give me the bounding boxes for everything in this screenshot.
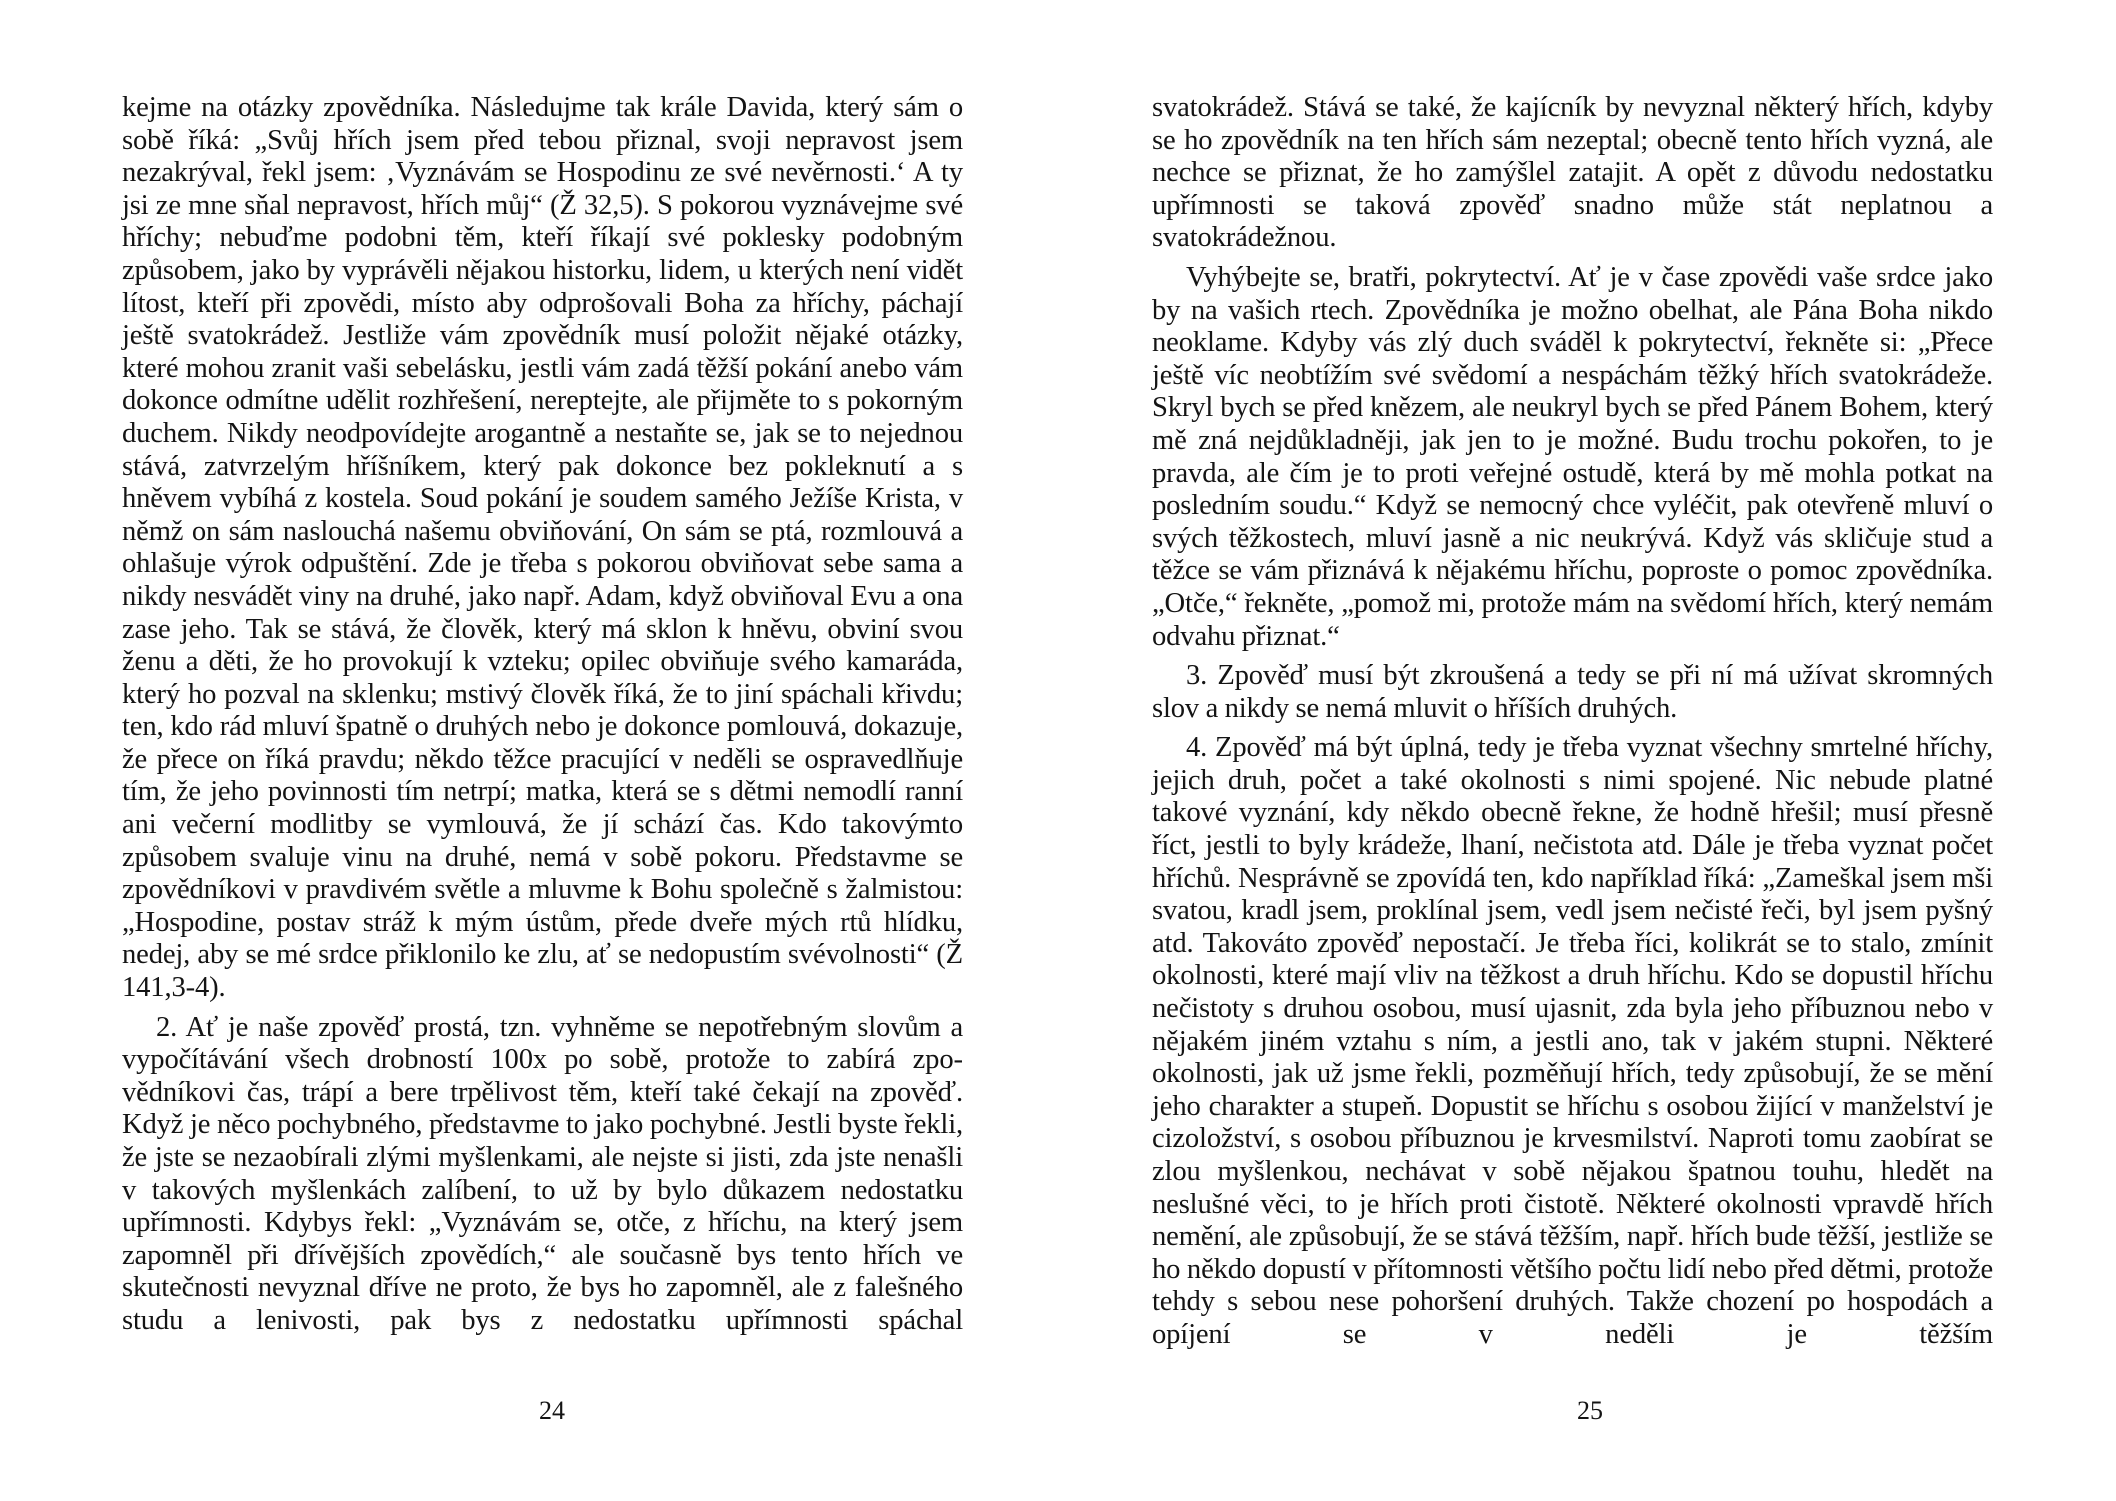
right-page <box>1058 0 2116 1501</box>
paragraph: svatokrádež. Stává se také, že kajícník by nevyznal některý hřích, kdyby se ho zpovědník na ten hřích sám nezeptal; obecně tento hřích vyzná, ale nechce se přiznat, že ho zamýšlel zatajit. A opět z důvodu nedostatku upřímnosti se taková zpověď snadno může stát neplatnou a svatokrádežnou. <box>1152 92 1993 254</box>
paragraph: kejme na otázky zpovědníka. Následujme tak krále Davida, který sám o sobě říká: „Svůj hřích jsem před tebou přiznal, svoji nepravost jsem nezakrýval, řekl jsem: ‚Vyznávám se Hospodinu ze své nevěrnosti.‘ A ty jsi ze mne sňal nepravost, hřích můj“ (Ž 32,5). S pokorou vyznávejme své hříchy; nebuďme podobni těm, kteří říkají své poklesky podobným způsobem, jako by vyprávěli nějakou historku, lidem, u kterých není vidět lítost, kteří při zpovědi, místo aby odprošovali Boha za hříchy, páchají ještě svatokrádež. Jestliže vám zpovědník musí položit nějaké otázky, které mohou zranit vaši sebelásku, jestli vám zadá těžší pokání anebo vám dokonce odmítne udělit rozhřešení, nereptejte, ale přijměte to s pokorným duchem. Nikdy neodpovídejte arogantně a nestaňte se, jak se to nejednou stává, zatvrzelým hříšníkem, který pak dokonce bez pokleknutí a s hněvem vybíhá z kostela. Soud pokání je soudem samého Ježíše Krista, v němž on sám naslouchá našemu obviňování, On sám se ptá, rozmlouvá a ohlašuje výrok odpuštění. Zde je třeba s pokorou obviňovat sebe sama a nikdy nesvádět viny na druhé, jako např. Adam, když obviňoval Evu a ona zase jeho. Tak se stává, že člověk, který má sklon k hněvu, obviní svou ženu a děti, že ho provokují k vzteku; opilec obviňuje svého kamaráda, který ho pozval na sklenku; mstivý člověk říká, že to jiní spáchali křivdu; ten, kdo rád mluví špatně o druhých nebo je dokonce pomlouvá, dokazuje, že přece on říká pravdu; někdo těžce pracující v neděli se ospravedlňuje tím, že jeho povinnosti tím netrpí; matka, která se s dětmi nemodlí ranní ani večerní modlitby se vymlouvá, že jí schází čas. Kdo takovýmto způsobem svaluje vinu na druhé, nemá v sobě pokoru. Představme se zpovědníkovi v pravdivém světle a mluvme k Bohu společně s žalmistou: „Hospodine, postav stráž k mým ústům, přede dveře mých rtů hlídku, nedej, aby se mé srdce přiklonilo ke zlu, ať se nedopustím svévolnosti“ (Ž 141,3-4). <box>122 92 963 1004</box>
paragraph: 4. Zpověď má být úplná, tedy je třeba vyznat všechny smrtelné hříchy, jejich druh, počet a také okolnosti s nimi spojené. Nic nebude platné takové vyznání, kdy někdo obecně řekne, že hodně hřešil; musí přesně říct, jestli to byly krádeže, lhaní, nečistota atd. Dále je třeba vyznat počet hříchů. Nesprávně se zpovídá ten, kdo například říká: „Zameškal jsem mši svatou, kradl jsem, proklínal jsem, vedl jsem nečisté řeči, byl jsem pyšný atd. Takováto zpověď nepostačí. Je třeba říci, kolikrát se to stalo, zmínit okolnosti, které mají vliv na těžkost a druh hříchu. Kdo se dopustil hříchu nečistoty s druhou osobou, musí ujasnit, zda byla jeho příbuznou nebo v nějakém jiném vztahu s ním, a jestli ano, tak v jakém stupni. Některé okolnosti, jak už jsme řekli, pozměňují hřích, tedy způsobují, že se mění jeho charakter a stupeň. Dopustit se hříchu s osobou žijící v manželství je cizoložství, s osobou příbuznou je krvesmilství. Naproti tomu zaobírat se zlou myšlenkou, nechávat v sobě nějakou špatnou touhu, hledět na neslušné věci, to je hřích proti čistotě. Některé okolnosti vpravdě hřích nemění, ale způsobují, že se stává těžším, např. hřích bude těžší, jestliže se ho někdo dopustí v přítomnosti většího počtu lidí nebo před dětmi, protože tehdy s sebou nese pohoršení druhých. Takže chození po hospodách a opíjení se v neděli je těžším <box>1152 732 1993 1350</box>
paragraph: Vyhýbejte se, bratři, pokrytectví. Ať je v čase zpovědi vaše srdce jako by na vašich rtech. Zpovědníka je možno obelhat, ale Pána Boha nikdo neoklame. Kdyby vás zlý duch sváděl k pokrytectví, řekněte si: „Přece ještě víc neobtížím své svědomí a nespáchám těžký hřích svatokrádeže. Skryl bych se před knězem, ale neukryl bych se před Pánem Bohem, který mě zná nejdůkladněji, jak jen to je možné. Budu trochu pokořen, to je pravda, ale čím je to proti veřejné ostudě, která by mě mohla potkat na posledním soudu.“ Když se nemocný chce vyléčit, pak otevřeně mluví o svých těžkostech, mluví jasně a nic neukrývá. Když vás skličuje stud a těžce se vám přiznává k nějakému hříchu, poproste o pomoc zpovědníka. „Otče,“ řekněte, „pomož mi, protože mám na svědomí hřích, který nemám odvahu přiznat.“ <box>1152 261 1993 652</box>
paragraph: 3. Zpověď musí být zkroušená a tedy se při ní má užívat skromných slov a nikdy se nemá mluvit o hříších druhých. <box>1152 660 1993 724</box>
page-number: 25 <box>1577 1396 1603 1425</box>
paragraph: 2. Ať je naše zpověď prostá, tzn. vyhněme se nepotřebným slovům a vypočítávání všech drobností 100x po sobě, protože to zabírá zpovědníkovi čas, trápí a bere trpělivost těm, kteří také čekají na zpověď. Když je něco pochybného, představme to jako pochybné. Jestli byste řekli, že jste se nezaobírali zlými myšlenkami, ale nejste si jisti, zda jste nenašli v takových myšlenkách zalíbení, to už by bylo důkazem nedostatku upřímnosti. Kdybys řekl: „Vyznávám se, otče, z hříchu, na který jsem zapomněl při dřívějších zpovědích,“ ale současně bys tento hřích ve skutečnosti nevyznal dříve ne proto, že bys ho zapomněl, ale z falešného studu a lenivosti, pak bys z nedostatku upřímnosti spáchal <box>122 1011 963 1336</box>
right-page-text-column <box>1152 92 1993 1359</box>
left-page-text-column <box>122 92 963 1345</box>
page-number: 24 <box>539 1396 565 1425</box>
